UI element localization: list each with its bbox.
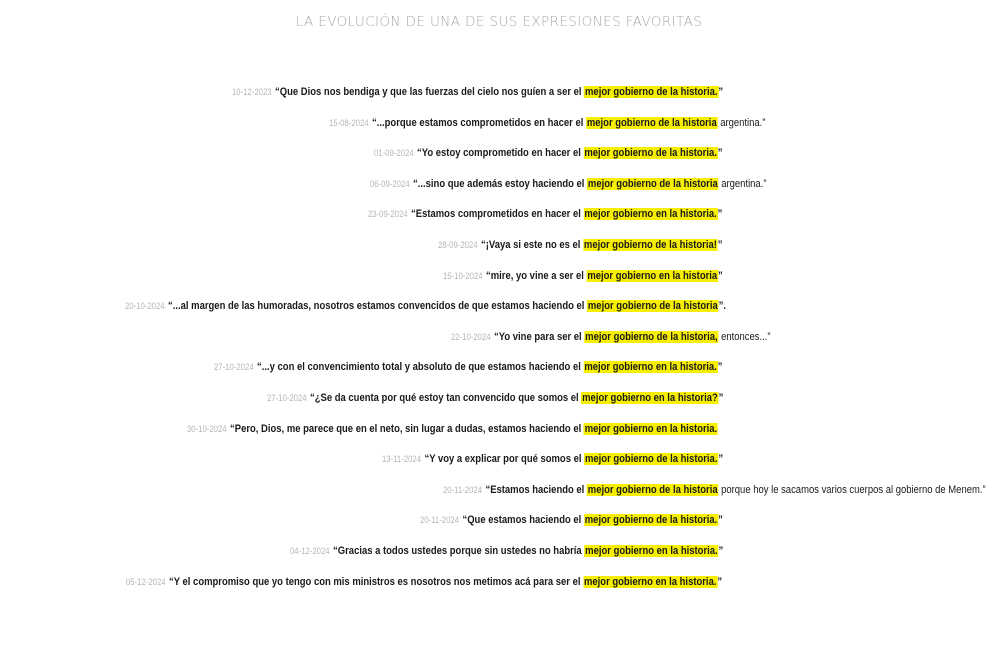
quote-date: 20-11-2024: [442, 484, 482, 495]
quote-line: [382, 453, 723, 465]
quote-highlight: mejor gobierno de la historia: [587, 177, 718, 190]
quote-text: “...y con el convencimiento total y absoluto de que estamos haciendo el: [257, 361, 584, 374]
quote-highlight: mejor gobierno de la historia: [587, 300, 718, 313]
quote-row: [0, 239, 998, 270]
quote-text: “Pero, Dios, me parece que en el neto, sin lugar a dudas, estamos haciendo el: [230, 422, 585, 435]
quote-date: 15-10-2024: [442, 270, 483, 281]
quote-line: [451, 331, 771, 343]
quote-highlight: mejor gobierno de la historia.: [584, 147, 717, 160]
quote-row: [0, 178, 998, 209]
quote-highlight: mejor gobierno de la historia,: [584, 330, 718, 343]
quote-text: “...sino que además estoy haciendo el: [412, 177, 587, 190]
quote-date: 22-10-2024: [450, 331, 491, 342]
quote-date: 15-08-2024: [329, 117, 369, 128]
quote-line: [329, 117, 765, 129]
quote-list: [0, 86, 998, 606]
quote-text-end: ”: [717, 361, 723, 374]
quote-text-end: entonces...”: [718, 330, 771, 343]
quote-line: [420, 514, 723, 526]
quote-text: “Yo estoy comprometido en hacer el: [417, 147, 584, 160]
quote-row: [0, 147, 998, 178]
quote-date: 30-10-2024: [187, 423, 227, 434]
quote-highlight: mejor gobierno de la historia: [587, 483, 718, 496]
quote-date: 23-09-2024: [367, 209, 408, 220]
quote-line: [438, 239, 722, 251]
quote-line: [368, 208, 722, 220]
quote-highlight: mejor gobierno en la historia.: [585, 422, 718, 435]
quote-text-end: ”: [717, 514, 723, 527]
quote-text-end: ”: [717, 575, 723, 588]
quote-row: [0, 392, 998, 423]
quote-line: [232, 86, 723, 98]
quote-row: [0, 331, 998, 362]
quote-line: [126, 576, 722, 588]
quote-text-end: ”: [718, 453, 723, 466]
quote-text-end: ”: [718, 391, 723, 404]
quote-line: [290, 545, 723, 557]
quote-highlight: mejor gobierno en la historia.: [584, 361, 717, 374]
quote-highlight: mejor gobierno de la historia!: [583, 238, 717, 251]
quote-text: “Gracias a todos ustedes porque sin ustedes no habría: [332, 544, 585, 557]
quote-row: [0, 361, 998, 392]
quote-row: [0, 484, 998, 515]
quote-date: 20-11-2024: [419, 515, 459, 526]
quote-line: [214, 361, 722, 373]
quote-text: “Estamos haciendo el: [485, 483, 587, 496]
quote-text-end: ”: [717, 147, 723, 160]
quote-date: 10-12-2023: [232, 87, 272, 97]
quote-row: [0, 117, 998, 148]
quote-highlight: mejor gobierno en la historia: [587, 269, 717, 282]
quote-row: [0, 545, 998, 576]
quote-date: 04-12-2024: [289, 545, 330, 556]
quote-text-end: ”: [717, 208, 723, 221]
quote-text: “¿Se da cuenta por qué estoy tan convencido que somos el: [309, 391, 581, 404]
quote-row: [0, 514, 998, 545]
quote-date: 13-11-2024: [381, 454, 421, 465]
page-title: LA EVOLUCIÓN DE UNA DE SUS EXPRESIONES FAVORITAS: [295, 14, 703, 30]
quote-highlight: mejor gobierno en la historia?: [581, 391, 718, 404]
quote-date: 20-10-2024: [124, 301, 165, 312]
quote-line: [374, 147, 722, 159]
quote-highlight: mejor gobierno de la historia.: [584, 453, 718, 466]
quote-row: [0, 270, 998, 301]
quote-highlight: mejor gobierno de la historia.: [585, 86, 718, 98]
quote-text: “Estamos comprometidos en hacer el: [411, 208, 584, 221]
quote-highlight: mejor gobierno de la historia.: [584, 514, 717, 527]
quote-text-end: ”: [718, 544, 723, 557]
quote-text-end: porque hoy le sacamos varios cuerpos al gobierno de Menem.”: [718, 483, 986, 496]
quote-line: [125, 300, 726, 312]
quote-text-end: ”: [718, 86, 724, 98]
quote-date: 01-09-2024: [374, 148, 414, 159]
quote-line: [443, 484, 986, 496]
quote-text: “...al margen de las humoradas, nosotros estamos convencidos de que estamos haciendo el: [167, 300, 587, 313]
quote-text-end: argentina.”: [717, 116, 766, 129]
quote-date: 05-12-2024: [126, 576, 166, 587]
quote-date: 06-09-2024: [369, 178, 410, 189]
quote-highlight: mejor gobierno en la historia.: [584, 575, 717, 588]
quote-date: 28-09-2024: [437, 239, 478, 250]
quote-text: “¡Vaya si este no es el: [480, 238, 583, 251]
quote-text-end: ”: [717, 269, 723, 282]
quote-text: “Que estamos haciendo el: [462, 514, 584, 527]
quote-date: 27-10-2024: [266, 392, 307, 403]
quote-row: [0, 208, 998, 239]
quote-text: “Yo vine para ser el: [493, 330, 584, 343]
quote-row: [0, 300, 998, 331]
quote-line: [443, 270, 723, 282]
quote-row: [0, 453, 998, 484]
quote-highlight: mejor gobierno en la historia.: [584, 544, 718, 557]
quote-highlight: mejor gobierno de la historia: [587, 116, 717, 129]
quote-row: [0, 86, 998, 117]
quote-text: “Que Dios nos bendiga y que las fuerzas del cielo nos guíen a ser el: [275, 86, 585, 98]
quote-date: 27-10-2024: [214, 362, 254, 373]
quote-highlight: mejor gobierno en la historia.: [584, 208, 717, 221]
quote-text-end: ”.: [718, 300, 726, 313]
quote-line: [370, 178, 766, 190]
quote-line: [267, 392, 723, 404]
quote-text: “...porque estamos comprometidos en hacer el: [372, 116, 587, 129]
quote-text: “Y voy a explicar por qué somos el: [424, 453, 584, 466]
quote-line: [187, 423, 718, 435]
quote-text-end: argentina.”: [718, 177, 767, 190]
quote-row: [0, 576, 998, 607]
quote-row: [0, 423, 998, 454]
quote-text-end: ”: [717, 238, 723, 251]
quote-text: “Y el compromiso que yo tengo con mis ministros es nosotros nos metimos acá para ser el: [169, 575, 584, 588]
quote-text: “mire, yo vine a ser el: [485, 269, 587, 282]
